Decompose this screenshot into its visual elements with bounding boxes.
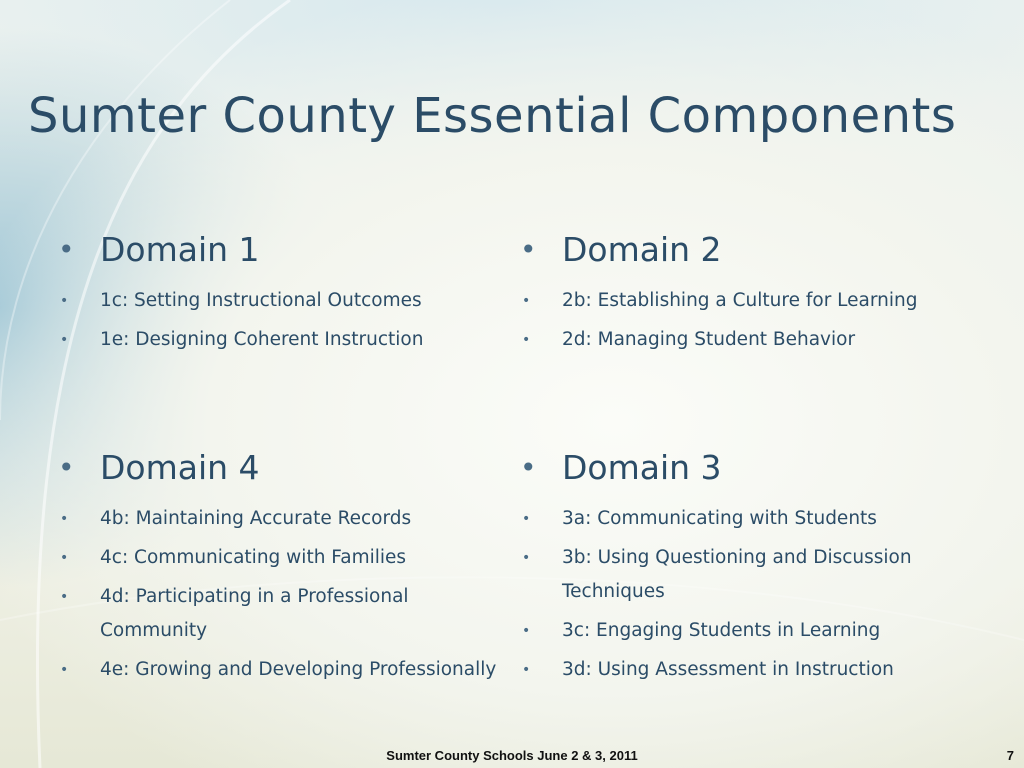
domain-3-list [520,502,960,687]
list-item [520,284,960,318]
domain-1-list [58,284,498,357]
list-item-text: 4c: Communicating with Families [100,547,407,568]
bullet-icon: • [522,623,531,639]
list-item-text: 4d: Participating in a Professional Community [100,586,409,641]
list-item [520,323,960,357]
domain-3-heading: • Domain 3 [520,446,960,490]
list-item-text: 4b: Maintaining Accurate Records [100,508,412,529]
slide-footer: Sumter County Schools June 2 & 3, 2011 [386,748,638,763]
domain-2-heading: • Domain 2 [520,228,960,272]
list-item [520,502,960,536]
list-item [520,541,960,609]
bullet-icon: • [60,293,69,309]
domain-4-section [58,446,498,692]
bullet-icon: • [522,511,531,527]
domain-4-list [58,502,498,687]
list-item [58,541,498,575]
bullet-icon: • [60,511,69,527]
bullet-icon: • [60,662,69,678]
bullet-icon: • [522,293,531,309]
bullet-icon: • [522,550,531,566]
list-item-text: 4e: Growing and Developing Professionally [100,659,497,680]
list-item-text: 2d: Managing Student Behavior [562,329,856,350]
list-item-text: 1e: Designing Coherent Instruction [100,329,424,350]
list-item [58,502,498,536]
domain-1-section [58,228,498,362]
bullet-icon: • [522,332,531,348]
domain-1-heading: • Domain 1 [58,228,498,272]
bullet-icon: • [60,550,69,566]
domain-3-section [520,446,960,692]
list-item [58,323,498,357]
list-item-text: 3d: Using Assessment in Instruction [562,659,894,680]
list-item [520,653,960,687]
domain-2-section [520,228,960,362]
domain-2-list [520,284,960,357]
bullet-icon: • [60,589,69,605]
list-item [520,614,960,648]
list-item [58,284,498,318]
page-number: 7 [1006,748,1014,763]
list-item [58,580,498,648]
list-item [58,653,498,687]
list-item-text: 3a: Communicating with Students [562,508,877,529]
list-item-text: 2b: Establishing a Culture for Learning [562,290,918,311]
bullet-icon: • [522,662,531,678]
bullet-icon: • [60,332,69,348]
list-item-text: 1c: Setting Instructional Outcomes [100,290,422,311]
list-item-text: 3b: Using Questioning and Discussion Techniques [562,547,912,602]
domain-4-heading: • Domain 4 [58,446,498,490]
slide-title: Sumter County Essential Components [28,88,957,144]
list-item-text: 3c: Engaging Students in Learning [562,620,881,641]
